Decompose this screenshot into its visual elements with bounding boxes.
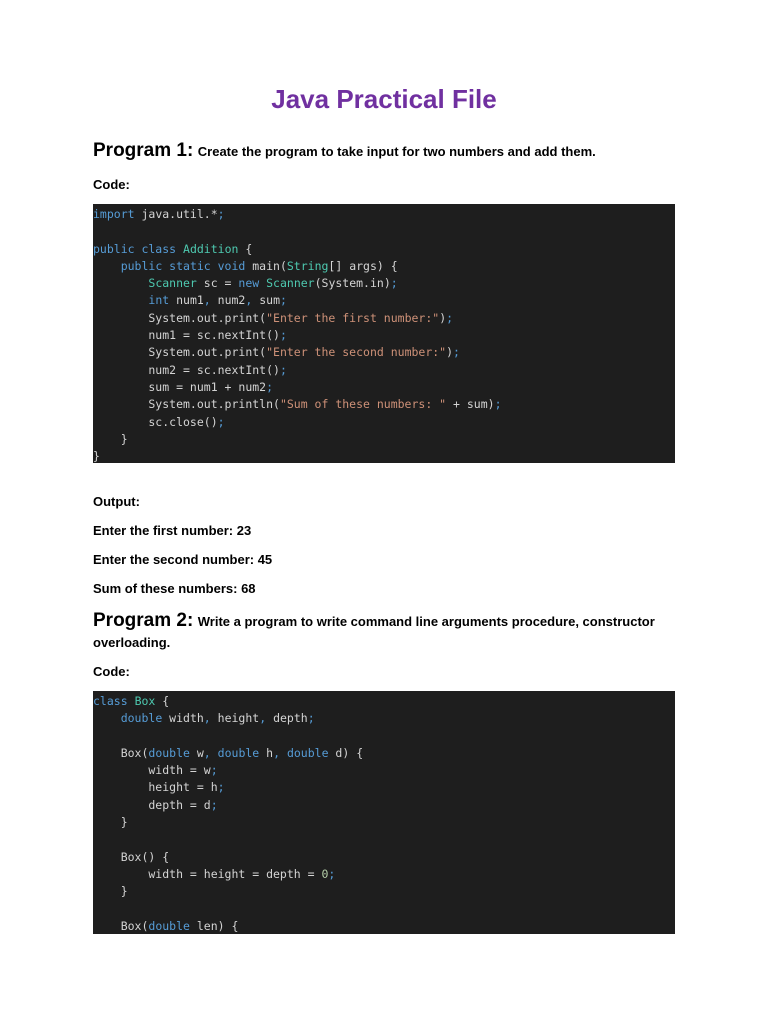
output-line-3: Sum of these numbers: 68 xyxy=(93,581,256,596)
code-line: sc.close(); xyxy=(93,414,225,429)
code-line: System.out.print("Enter the first number:"); xyxy=(93,310,454,325)
code-line: } xyxy=(93,431,128,446)
program-1-heading xyxy=(93,140,683,162)
program-1-code-label: Code: xyxy=(93,177,130,192)
code-line: height = h; xyxy=(93,780,225,795)
code-line: public static void main(String[] args) { xyxy=(120,258,398,273)
page-title: Java Practical File xyxy=(271,84,497,114)
output-line-1: Enter the first number: 23 xyxy=(93,523,252,538)
code-line: public class Addition { xyxy=(93,241,253,256)
program-1-code-block xyxy=(93,204,675,463)
program-2-heading xyxy=(93,610,683,653)
code-line: sum = num1 + num2; xyxy=(93,379,274,394)
program-2-code-block xyxy=(93,691,675,934)
code-line xyxy=(93,831,675,848)
code-line: } xyxy=(93,884,128,899)
code-line: class Box { xyxy=(93,694,170,708)
code-line: System.out.println("Sum of these numbers: " + sum); xyxy=(93,397,502,412)
code-line: num1 = sc.nextInt(); xyxy=(93,328,287,343)
code-line: System.out.print("Enter the second number:"); xyxy=(93,345,460,360)
program-2-label: Program 2: xyxy=(93,610,194,631)
code-line: double width, height, depth; xyxy=(120,711,315,726)
program-1-output-label: Output: xyxy=(93,494,140,509)
code-line: width = w; xyxy=(93,763,218,778)
program-1-label: Program 1: xyxy=(93,140,194,161)
code-line xyxy=(93,901,675,918)
code-line: Box() { xyxy=(93,849,170,864)
code-line: import java.util.*; xyxy=(93,207,225,221)
code-line: } xyxy=(93,449,100,463)
code-line: int num1, num2, sum; xyxy=(148,293,287,308)
code-line: width = height = depth = 0; xyxy=(93,866,336,881)
code-line xyxy=(93,728,675,745)
code-line: Scanner sc = new Scanner(System.in); xyxy=(148,276,398,291)
code-line xyxy=(93,223,675,240)
code-line: Box(double len) { xyxy=(93,918,239,933)
program-1-description: Create the program to take input for two numbers and add them. xyxy=(197,144,596,159)
code-line: Box(double w, double h, double d) { xyxy=(93,745,364,760)
code-line: depth = d; xyxy=(93,797,218,812)
code-line: num2 = sc.nextInt(); xyxy=(93,362,287,377)
output-line-2: Enter the second number: 45 xyxy=(93,552,273,567)
program-2-description: Write a program to write command line arguments procedure, constructor overloading. xyxy=(93,614,655,650)
code-line: } xyxy=(93,815,128,830)
program-2-code-label: Code: xyxy=(93,664,130,679)
